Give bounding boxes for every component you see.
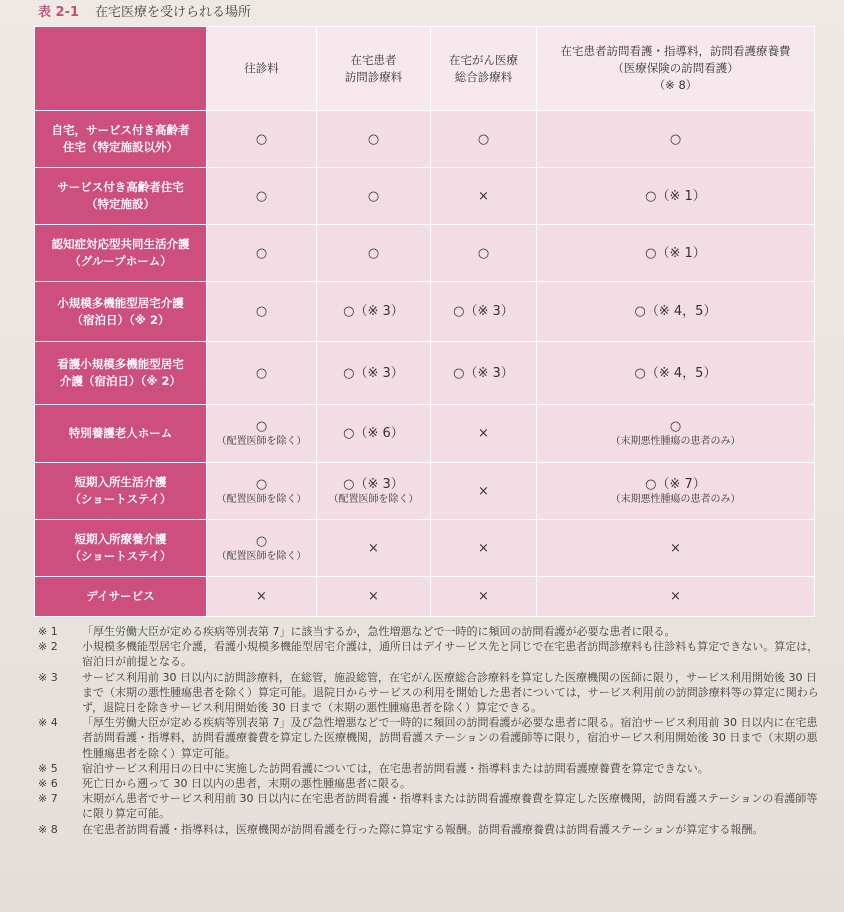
- cell: ×: [431, 520, 537, 577]
- cell: ×: [431, 168, 537, 225]
- table-row: [35, 225, 815, 282]
- table-title: 在宅医療を受けられる場所: [95, 5, 252, 20]
- table-row: [35, 111, 815, 168]
- footnote: ※ 6 死亡日から遡って 30 日以内の患者，末期の悪性腫瘍患者に限る。: [38, 777, 411, 791]
- cell: ×: [431, 405, 537, 463]
- footnote: ※ 7 末期がん患者でサービス利用前 30 日以内に在宅患者訪問看護・指導料または訪問看護療養費を算定した医療機関，訪問看護ステーションの看護師等に限り算定可能。: [38, 792, 818, 821]
- cell: ○（※ 3）: [431, 282, 537, 342]
- table-caption: [38, 2, 251, 24]
- cell: ×: [207, 577, 317, 617]
- cell: ○: [431, 111, 537, 168]
- header-houmon-shinryo: 在宅患者 訪問診療料: [317, 27, 431, 111]
- footnote: ※ 4 「厚生労働大臣が定める疾病等別表第 7」及び急性増悪などで一時的に頻回の訪問看護が必要な患者に限る。宿泊サービス利用前 30 日以内に在宅患者訪問看護・指導料，訪問看護療養費を算定した医療機関，訪問看護ステーションの看護師等に限り，宿泊サービス利用開始後 30 日まで（末期の悪性腫瘍患者を除く）算定可能。: [38, 716, 818, 760]
- cell: ○: [317, 111, 431, 168]
- table-row: [35, 168, 815, 225]
- footnote: ※ 2 小規模多機能型居宅介護，看護小規模多機能型居宅介護は，通所日はデイサービス先と同じで在宅患者訪問診療料も往診料も算定できない。算定は，宿泊日が前提となる。: [38, 640, 819, 669]
- header-gan-sogo: 在宅がん医療 総合診療料: [431, 27, 537, 111]
- row-label: 特別養護老人ホーム: [35, 405, 207, 463]
- table-row: [35, 463, 815, 520]
- cell: ○ （配置医師を除く）: [207, 463, 317, 520]
- header-corner: [35, 27, 207, 111]
- cell: ×: [431, 463, 537, 520]
- row-label: 小規模多機能型居宅介護 （宿泊日）（※ 2）: [35, 282, 207, 342]
- cell: ○: [317, 168, 431, 225]
- cell: ×: [317, 520, 431, 577]
- cell: ○（※ 3）: [317, 342, 431, 405]
- cell: ○: [207, 111, 317, 168]
- cell: ○（※ 7） （末期悪性腫瘍の患者のみ）: [537, 463, 815, 520]
- footnote: ※ 8 在宅患者訪問看護・指導料は，医療機関が訪問看護を行った際に算定する報酬。訪問看護療養費は訪問看護ステーションが算定する報酬。: [38, 822, 764, 836]
- row-label: サービス付き高齢者住宅 （特定施設）: [35, 168, 207, 225]
- cell: ○（※ 4，5）: [537, 282, 815, 342]
- cell: ○: [207, 342, 317, 405]
- cell: ○: [317, 225, 431, 282]
- cell: ○ （配置医師を除く）: [207, 520, 317, 577]
- cell: ○（※ 1）: [537, 168, 815, 225]
- header-houmon-kango: 在宅患者訪問看護・指導料，訪問看護療養費 （医療保険の訪問看護） （※ 8）: [537, 27, 815, 111]
- cell: ○ （配置医師を除く）: [207, 405, 317, 463]
- cell: ○: [207, 168, 317, 225]
- cell: ○: [207, 282, 317, 342]
- table-row: [35, 520, 815, 577]
- table-row: [35, 282, 815, 342]
- cell: ○ （末期悪性腫瘍の患者のみ）: [537, 405, 815, 463]
- row-label: デイサービス: [35, 577, 207, 617]
- cell: ○（※ 3） （配置医師を除く）: [317, 463, 431, 520]
- cell: ○: [431, 225, 537, 282]
- care-location-table: [34, 26, 815, 617]
- row-label: 認知症対応型共同生活介護 （グループホーム）: [35, 225, 207, 282]
- footnote: ※ 1 「厚生労働大臣が定める疾病等別表第 7」に該当するか，急性増悪などで一時的に頻回の訪問看護が必要な患者に限る。: [38, 625, 676, 638]
- cell: ×: [537, 577, 815, 617]
- row-label: 短期入所療養介護 （ショートステイ）: [35, 520, 207, 577]
- cell: ○（※ 3）: [317, 282, 431, 342]
- table-row: [35, 342, 815, 405]
- cell: ×: [431, 577, 537, 617]
- cell: ×: [537, 520, 815, 577]
- footnote: ※ 3 サービス利用前 30 日以内に訪問診療料，在総管，施設総管，在宅がん医療総合診療料を算定した医療機関の医師に限り，サービス利用開始後 30 日まで（末期の悪性腫瘍患者を除く）算定可能。退院日からサービスの利用を開始した患者については，サービス利用前の訪問診療料等の算定に関わらず，退院日を除きサービス利用開始後 30 日まで（末期の悪性腫瘍患者を除く）算定できる。: [38, 670, 819, 715]
- footnote: ※ 5 宿泊サービス利用日の日中に実施した訪問看護については，在宅患者訪問看護・指導料または訪問看護療養費を算定できない。: [38, 761, 709, 775]
- cell: ○（※ 1）: [537, 225, 815, 282]
- table-row: [35, 577, 815, 617]
- footnotes: [38, 624, 824, 837]
- table-number: 表 2-1: [38, 5, 80, 20]
- table-row: [35, 405, 815, 463]
- cell: ○: [207, 225, 317, 282]
- row-label: 短期入所生活介護 （ショートステイ）: [35, 463, 207, 520]
- cell: ○（※ 6）: [317, 405, 431, 463]
- cell: ×: [317, 577, 431, 617]
- row-label: 自宅，サービス付き高齢者 住宅（特定施設以外）: [35, 111, 207, 168]
- header-row: [35, 27, 815, 111]
- header-ojinryo: 往診料: [207, 27, 317, 111]
- cell: ○: [537, 111, 815, 168]
- cell: ○（※ 4，5）: [537, 342, 815, 405]
- cell: ○（※ 3）: [431, 342, 537, 405]
- row-label: 看護小規模多機能型居宅 介護（宿泊日）（※ 2）: [35, 342, 207, 405]
